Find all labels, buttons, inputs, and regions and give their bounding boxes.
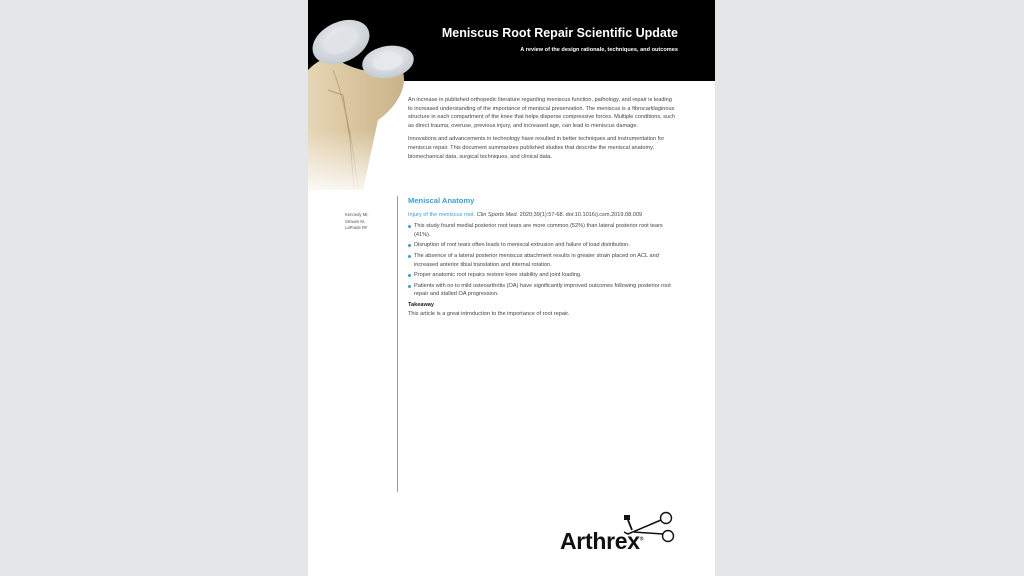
author-1: Kennedy MI, [345,212,369,217]
citation [408,211,680,220]
section-heading: Meniscal Anatomy [408,196,475,205]
findings-list [408,222,680,299]
author-2: Strauss M, [345,218,366,224]
logo-wordmark: Arthrex® [560,528,644,554]
bullet-icon [408,274,411,277]
document-page [308,0,715,576]
citation-details: 2020;39(1):57-68. doi:10.1016/j.csm.2019.08.009 [519,211,643,218]
arthrex-logo [558,510,683,552]
author-3: LaPrade RF [345,225,368,231]
scissors-icon [616,510,680,552]
bullet-icon [408,225,411,228]
document-subtitle: A review of the design rationale, techniques, and outcomes [520,47,678,53]
intro-text [408,96,678,166]
bullet-icon [408,285,411,288]
author-list [345,212,393,232]
citation-link[interactable]: Injury of the meniscus root. [408,211,476,218]
intro-paragraph-1: An increase in published orthopedic literature regarding meniscus function, pathology, and repair is leading to increased understanding of the importance of meniscal preservation. The meniscus is a fibrocartilaginous structure in each compartment of the knee that helps disperse compressive forces. Multiple conditions, such as direct trauma, overuse, previous injury, and increased age, can lead to meniscus damage. [408,97,676,129]
list-item: Disruption of root tears often leads to meniscal extrusion and failure of load distribution. [408,241,680,250]
intro-paragraph-2: Innovations and advancements in technology have resulted in better techniques and instrumentation for meniscus repair. This document summarizes published studies that describe the meniscal anatomy, biomechanical data, surgical techniques, and clinical data. [408,136,665,160]
takeaway-text: This article is a great introduction to the importance of root repair. [408,310,570,317]
bullet-icon [408,244,411,247]
list-item: Patients with no to mild osteoarthritis (OA) have significantly improved outcomes following posterior root repair and stalled OA progression. [408,282,680,299]
document-title: Meniscus Root Repair Scientific Update [441,26,678,40]
section-divider [397,196,398,492]
list-item: This study found medial posterior root tears are more common (52%) than lateral posterior root tears (41%). [408,222,680,239]
takeaway-heading: Takeaway [408,301,435,308]
list-item: Proper anatomic root repairs restore knee stability and joint loading. [408,271,680,280]
meniscal-anatomy-section [408,197,680,318]
list-item: The absence of a lateral posterior meniscus attachment results in greater strain placed on ACL and increased anterior tibial translation and internal rotation. [408,252,680,269]
citation-journal: Clin Sports Med. [476,211,519,218]
bullet-icon [408,255,411,258]
knee-illustration [308,0,418,200]
